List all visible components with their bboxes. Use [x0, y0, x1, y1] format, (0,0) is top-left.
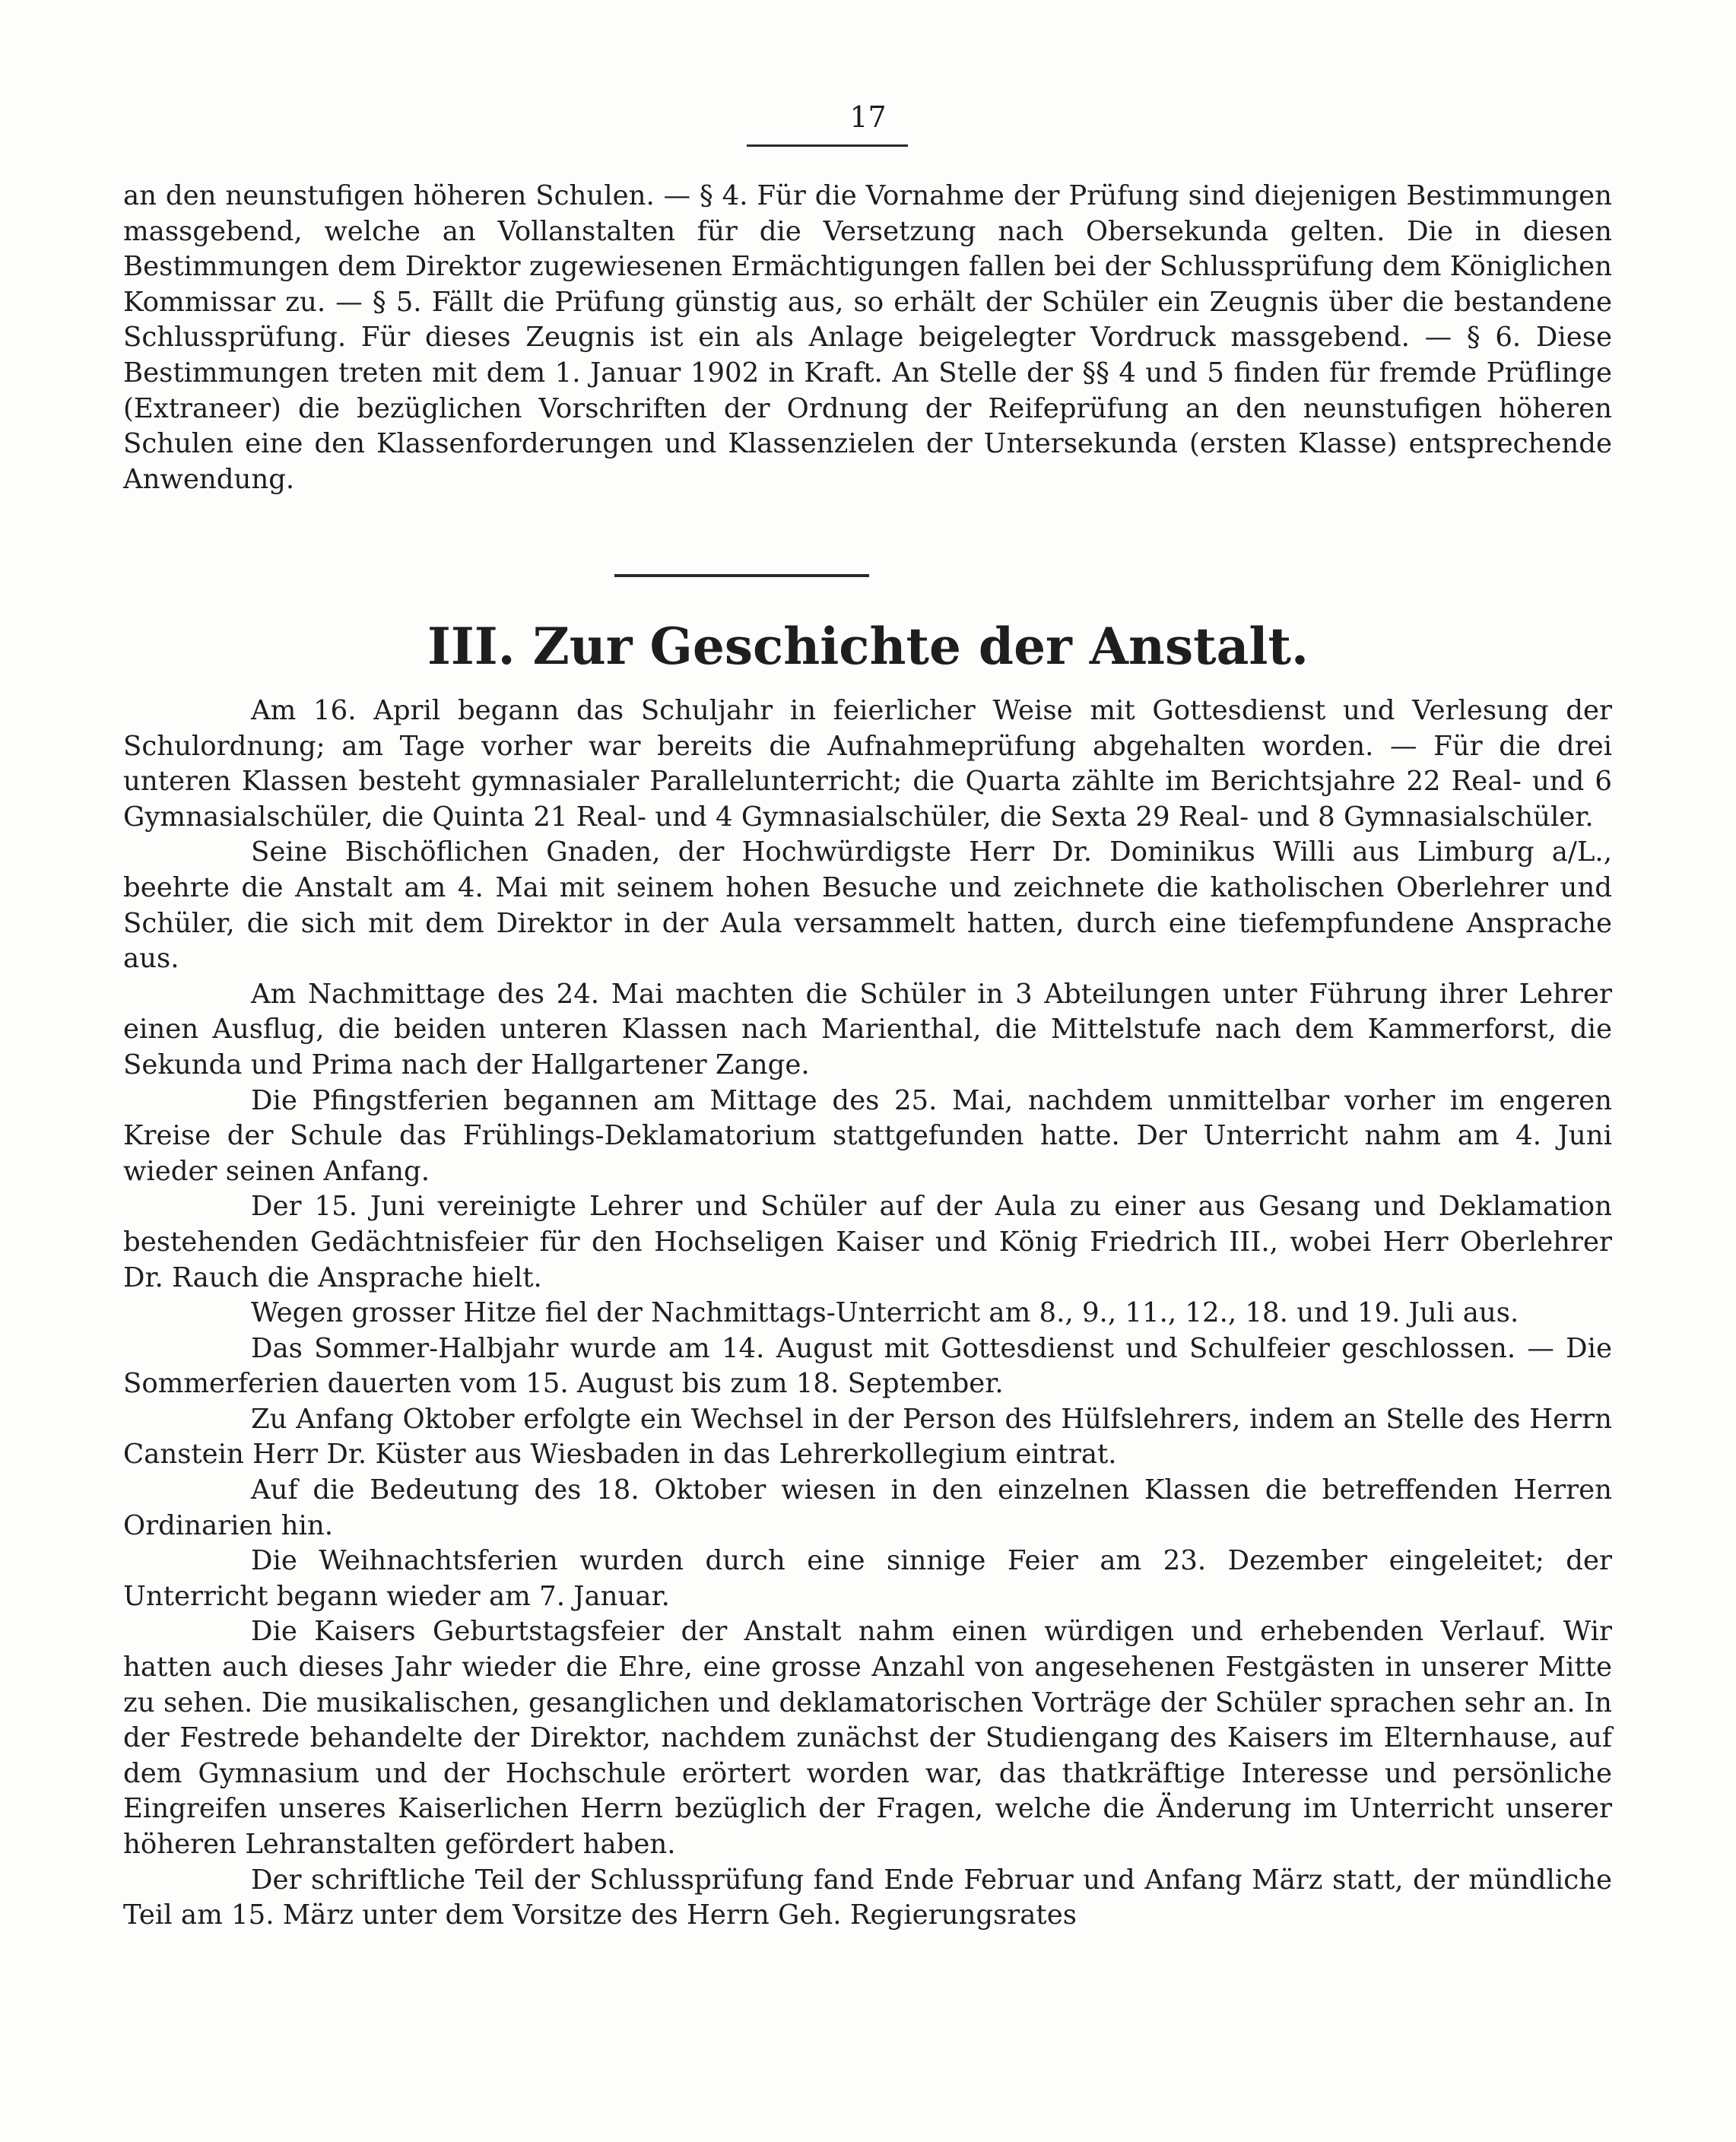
history-paragraph: Das Sommer-Halbjahr wurde am 14. August mit Gottesdienst und Schulfeier geschlossen. — Die Sommerferien dauerten vom 15. August bis zum 18. September. — [123, 1332, 1612, 1400]
page-number-rule — [747, 144, 908, 147]
intro-block — [123, 179, 1612, 497]
history-paragraph: Der schriftliche Teil der Schlussprüfung fand Ende Februar und Anfang März statt, der mündliche Teil am 15. März unter dem Vorsitze des Herrn Geh. Regierungsrates — [123, 1864, 1612, 1931]
history-paragraph: Der 15. Juni vereinigte Lehrer und Schüler auf der Aula zu einer aus Gesang und Deklamation bestehenden Gedächtnisfeier für den Hochseligen Kaiser und König Friedrich III., wobei Herr Oberlehrer Dr. Rauch die Ansprache hielt. — [123, 1191, 1612, 1293]
intro-paragraph: an den neunstufigen höheren Schulen. — § 4. Für die Vornahme der Prüfung sind diejenigen Bestimmungen massgebend, welche an Vollanstalten für die Versetzung nach Obersekunda gelten. Die in diesen Bestimmungen dem Direktor zugewiesenen Ermächtigungen fallen bei der Schlussprüfung dem Königlichen Kommissar zu. — § 5. Fällt die Prüfung günstig aus, so erhält der Schüler ein Zeugnis über die bestandene Schlussprüfung. Für dieses Zeugnis ist ein als Anlage beigelegter Vordruck massgebend. — § 6. Diese Bestimmungen treten mit dem 1. Januar 1902 in Kraft. An Stelle der §§ 4 und 5 finden für fremde Prüflinge (Extraneer) die bezüglichen Vorschriften der Ordnung der Reifeprüfung an den neunstufigen höheren Schulen eine den Klassenforderungen und Klassenzielen der Untersekunda (ersten Klasse) entsprechende Anwendung. — [123, 180, 1612, 495]
section-divider — [614, 574, 869, 577]
history-paragraph: Auf die Bedeutung des 18. Oktober wiesen in den einzelnen Klassen die betreffenden Herren Ordinarien hin. — [123, 1474, 1612, 1541]
page-number: 17 — [849, 100, 887, 134]
section-heading: III. Zur Geschichte der Anstalt. — [427, 617, 1309, 676]
history-paragraph: Am 16. April begann das Schuljahr in feierlicher Weise mit Gottesdienst und Verlesung der Schulordnung; am Tage vorher war bereits die Aufnahmeprüfung abgehalten worden. — Für die drei unteren Klassen besteht gymnasialer Parallelunterricht; die Quarta zählte im Berichtsjahre 22 Real- und 6 Gymnasialschüler, die Quinta 21 Real- und 4 Gymnasialschüler, die Sexta 29 Real- und 8 Gymnasialschüler. — [123, 695, 1612, 833]
history-paragraph: Seine Bischöflichen Gnaden, der Hochwürdigste Herr Dr. Dominikus Willi aus Limburg a/L., beehrte die Anstalt am 4. Mai mit seinem hohen Besuche und zeichnete die katholischen Oberlehrer und Schüler, die sich mit dem Direktor in der Aula versammelt hatten, durch eine tiefempfundene Ansprache aus. — [123, 836, 1612, 975]
history-paragraph: Die Kaisers Geburtstagsfeier der Anstalt nahm einen würdigen und erhebenden Verlauf. Wir hatten auch dieses Jahr wieder die Ehre, eine grosse Anzahl von angesehenen Festgästen in unserer Mitte zu sehen. Die musikalischen, gesanglichen und deklamatorischen Vorträge der Schüler sprachen sehr an. In der Festrede behandelte der Direktor, nachdem zunächst der Studiengang des Kaisers im Elternhause, auf dem Gymnasium und der Hochschule erörtert worden war, das thatkräftige Interesse und persönliche Eingreifen unseres Kaiserlichen Herrn bezüglich der Fragen, welche die Änderung im Unterricht unserer höheren Lehranstalten gefördert haben. — [123, 1616, 1612, 1860]
history-paragraph: Die Pfingstferien begannen am Mittage des 25. Mai, nachdem unmittelbar vorher im engeren Kreise der Schule das Frühlings-Deklamatorium stattgefunden hatte. Der Unterricht nahm am 4. Juni wieder seinen Anfang. — [123, 1084, 1612, 1187]
history-paragraph: Wegen grosser Hitze fiel der Nachmittags-Unterricht am 8., 9., 11., 12., 18. und 19. Juli aus. — [251, 1297, 1519, 1329]
history-paragraph: Zu Anfang Oktober erfolgte ein Wechsel in der Person des Hülfslehrers, indem an Stelle des Herrn Canstein Herr Dr. Küster aus Wiesbaden in das Lehrerkollegium eintrat. — [123, 1403, 1612, 1471]
history-paragraph: Am Nachmittage des 24. Mai machten die Schüler in 3 Abteilungen unter Führung ihrer Lehrer einen Ausflug, die beiden unteren Klassen nach Marienthal, die Mittelstufe nach dem Kammerforst, die Sekunda und Prima nach der Hallgartener Zange. — [123, 978, 1612, 1081]
history-block — [123, 693, 1612, 1934]
history-paragraph: Die Weihnachtsferien wurden durch eine sinnige Feier am 23. Dezember eingeleitet; der Unterricht begann wieder am 7. Januar. — [123, 1545, 1612, 1612]
